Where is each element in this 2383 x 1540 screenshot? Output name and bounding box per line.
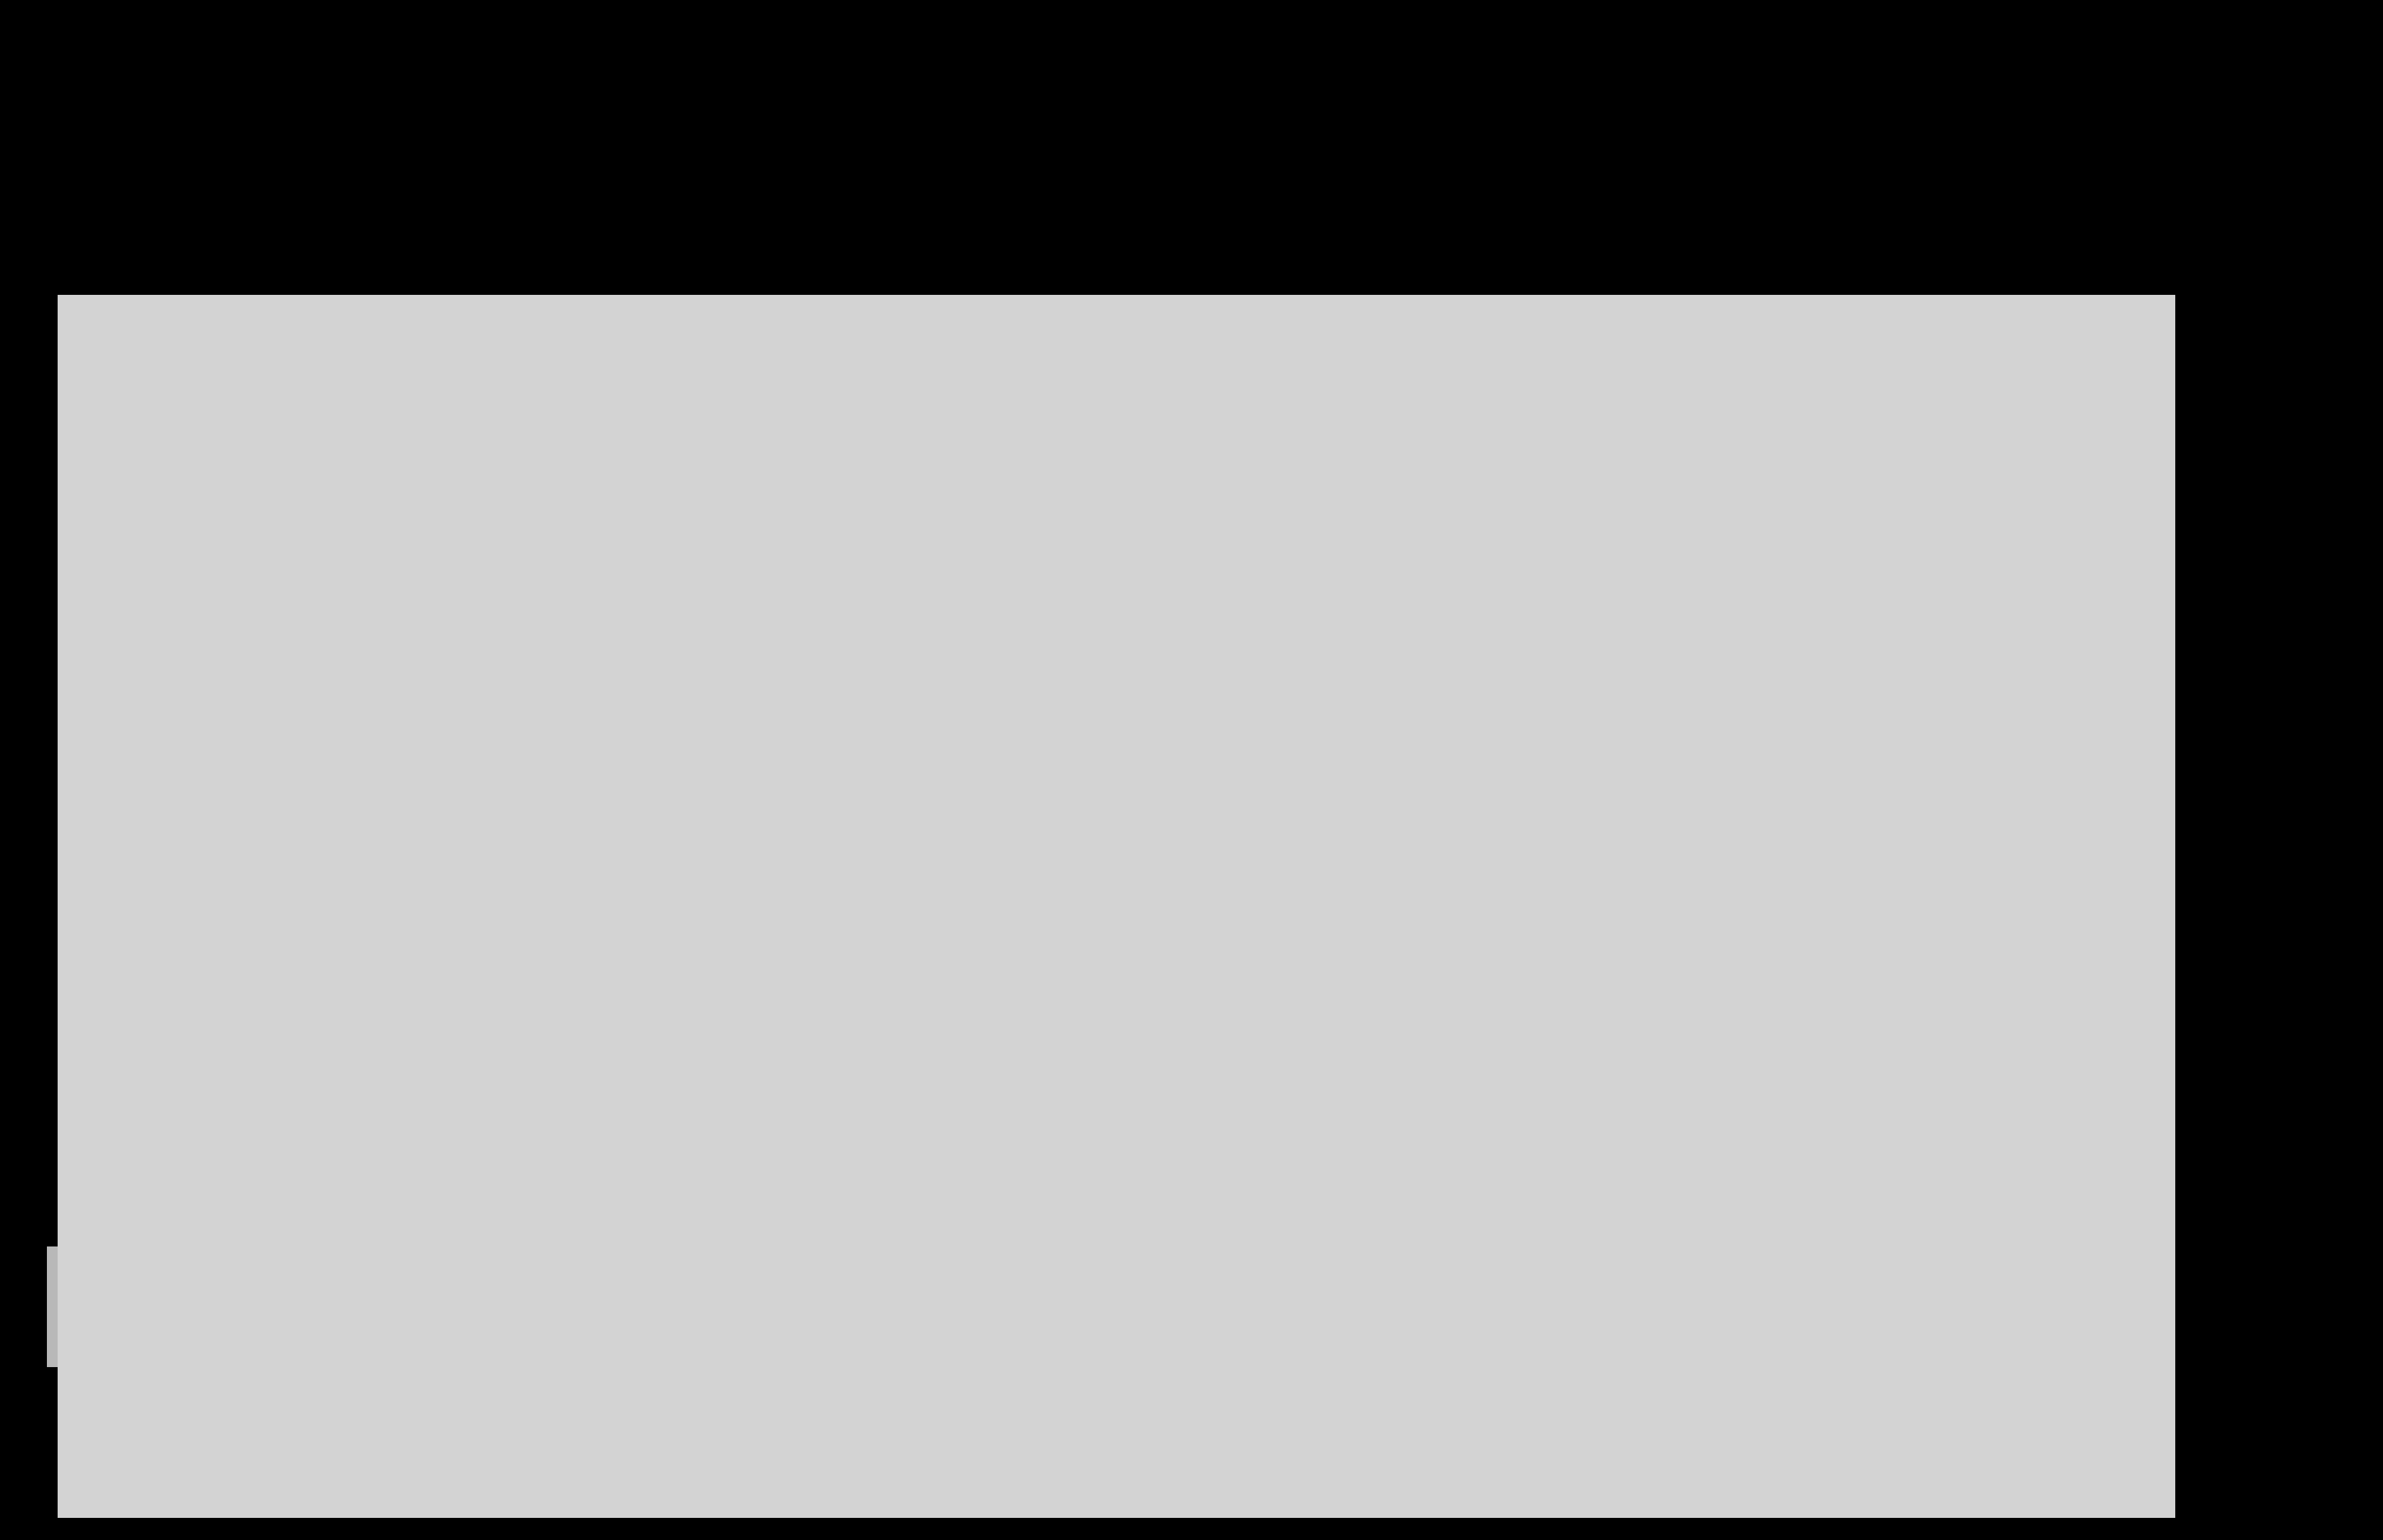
census-card <box>58 295 2175 1518</box>
side-tab <box>47 1246 58 1367</box>
